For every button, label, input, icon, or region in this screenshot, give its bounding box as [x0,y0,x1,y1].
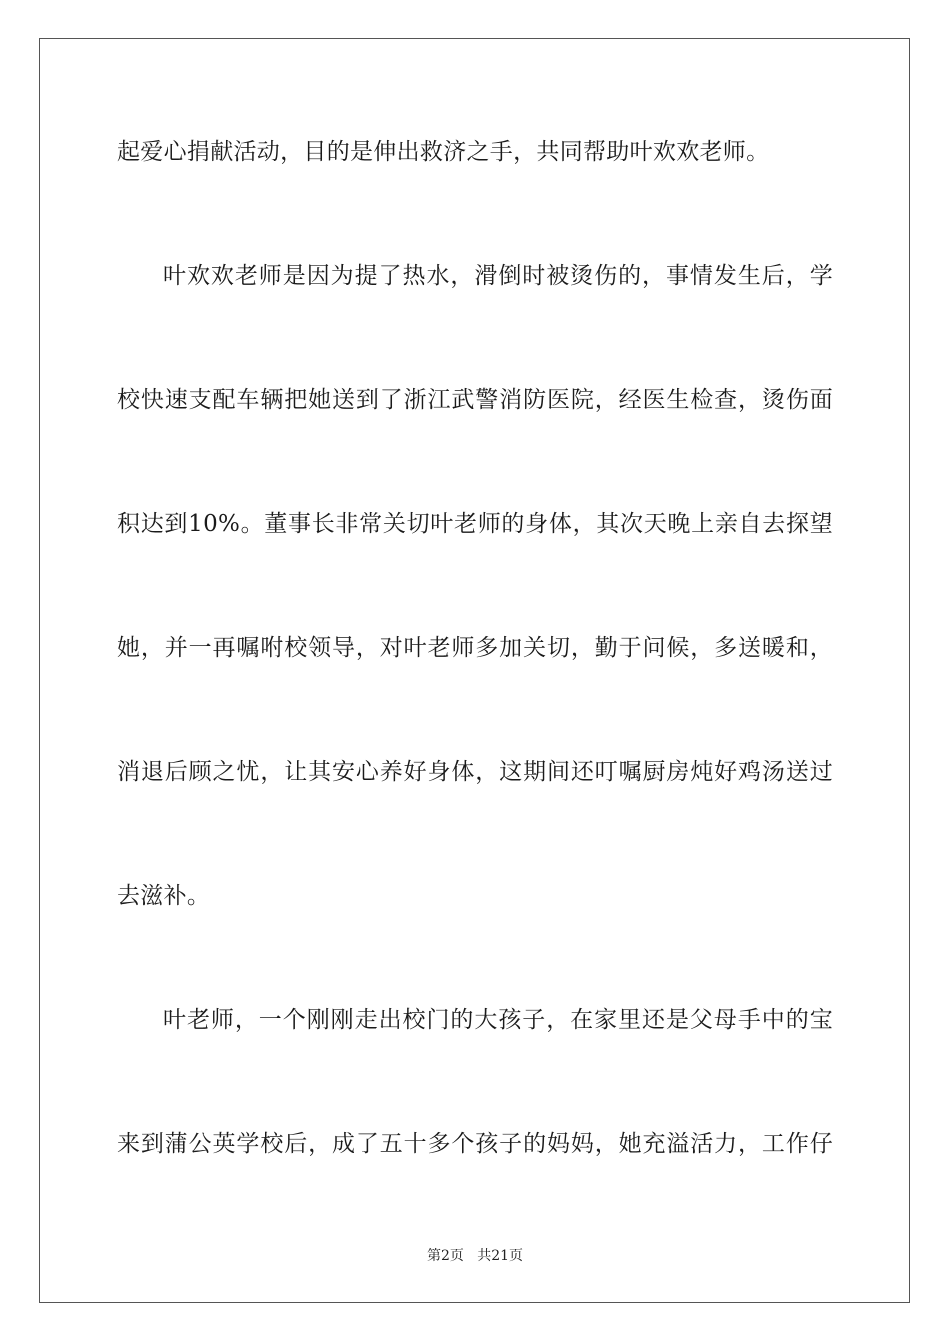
text-line: 积达到10%。董事长非常关切叶老师的身体，其次天晚上亲自去探望 [117,511,833,537]
page-number-footer: 第2页 共21页 [426,1248,524,1264]
text-line-indented: 叶老师，一个刚刚走出校门的大孩子，在家里还是父母手中的宝 [163,1007,833,1033]
text-line: 她，并一再嘱咐校领导，对叶老师多加关切，勤于问候，多送暖和， [117,635,833,661]
text-line-indented: 叶欢欢老师是因为提了热水，滑倒时被烫伤的，事情发生后，学 [163,263,833,289]
text-line: 去滋补。 [117,883,211,909]
text-line: 校快速支配车辆把她送到了浙江武警消防医院，经医生检查，烫伤面 [117,387,833,413]
page-frame [39,38,910,1303]
text-line: 起爱心捐献活动，目的是伸出救济之手，共同帮助叶欢欢老师。 [117,139,770,165]
text-line: 来到蒲公英学校后，成了五十多个孩子的妈妈，她充溢活力，工作仔 [117,1131,833,1157]
text-line: 消退后顾之忧，让其安心养好身体，这期间还叮嘱厨房炖好鸡汤送过 [117,759,833,785]
